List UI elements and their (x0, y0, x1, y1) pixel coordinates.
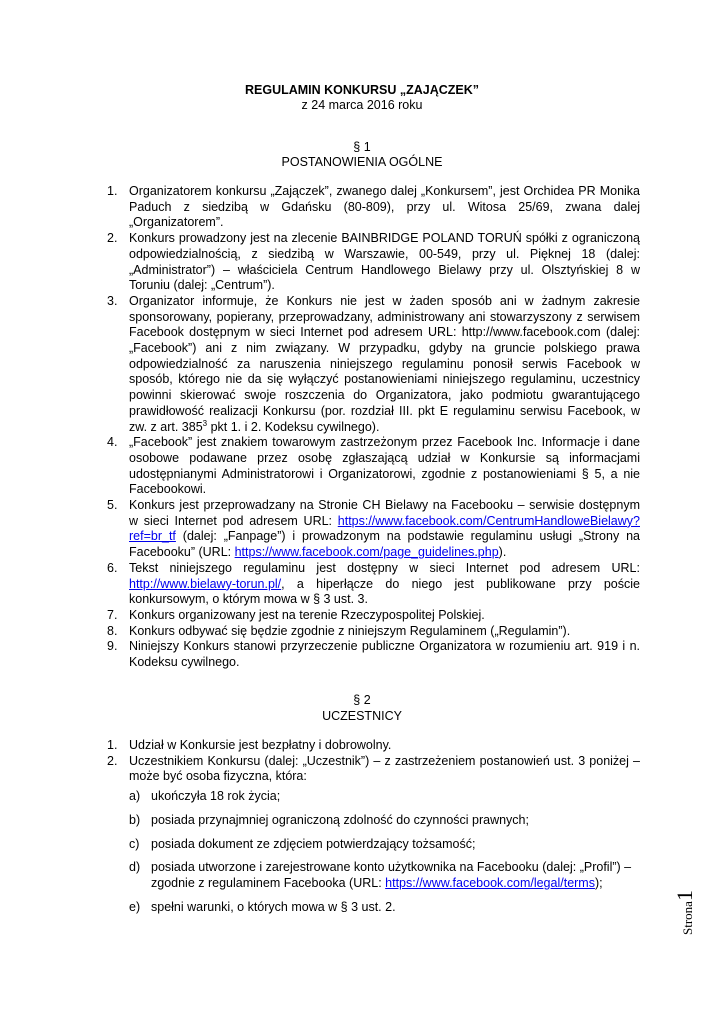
item-number: 1. (107, 738, 118, 752)
item-text: , a hiperłącze do niego jest publikowane przy poście konkursowym, o którym mowa w § 3 ust. 3. (129, 576, 640, 607)
sublist-item (129, 900, 640, 916)
item-number: 1. (107, 184, 118, 198)
list-item (100, 738, 640, 754)
subitem-text: posiada przynajmniej ograniczoną zdolność do czynności prawnych; (151, 812, 529, 827)
item-text: Konkurs jest przeprowadzany na Stronie CH Bielawy na Facebooku – serwisie dostępnym w sieci Internet pod adresem URL: (129, 498, 640, 528)
subitem-letter: e) (129, 899, 141, 914)
sublist-item (129, 789, 640, 805)
item-text: Konkurs prowadzony jest na zlecenie BAINBRIDGE POLAND TORUŃ spółki z ograniczoną odpowiedzialnością, z siedzibą w Warszawie, 00-549, przy ul. Pięknej 18 (dalej: „Administrator”) – właściciela Centrum Handlowego Bielawy przy ul. Olsztyńskiej 8 w Toruniu (dalej: „Centrum”). (129, 231, 640, 293)
item-text: (dalej: „Fanpage”) i prowadzonym na podstawie regulaminu usługi „Strony na Facebooku” (URL: (129, 529, 640, 560)
item-text: Uczestnikiem Konkursu (dalej: „Uczestnik”) – z zastrzeżeniem postanowień ust. 3 poniżej – może być osoba fizyczna, która: (129, 753, 640, 784)
page-guidelines-link[interactable]: https://www.facebook.com/page_guidelines.php (234, 545, 499, 560)
sublist-item (129, 860, 640, 891)
item-number: 2. (107, 231, 118, 246)
item-text: Konkurs organizowany jest na terenie Rzeczypospolitej Polskiej. (129, 607, 485, 622)
subitem-letter: d) (129, 860, 141, 875)
item-number: 9. (107, 639, 118, 654)
subitem-letter: a) (129, 789, 141, 804)
subitem-text: ukończyła 18 rok życia; (151, 789, 281, 804)
subitem-text: posiada dokument ze zdjęciem potwierdzający tożsamość; (151, 836, 476, 851)
section2-sublist (129, 789, 640, 915)
page-footer (672, 890, 698, 935)
item-text: ). (498, 545, 507, 560)
subitem-text: posiada utworzone i zarejestrowane konto użytkownika na Facebooku (dalej: „Profil”) – zgodnie z regulaminem Facebooka (URL: (151, 860, 632, 890)
item-number: 8. (107, 623, 118, 638)
item-number: 3. (107, 293, 118, 308)
item-text: Konkurs odbywać się będzie zgodnie z niniejszym Regulaminem („Regulamin”). (129, 623, 571, 638)
item-text: Organizator informuje, że Konkurs nie jest w żaden sposób ani w żadnym zakresie sponsorowany, popierany, przeprowadzany, administrowany ani stowarzyszony z serwisem Facebook dostępnym w sieci Internet pod adresem URL: http://www.facebook.com (dalej: „Facebook”) ani z nim związany. W przypadku, gdyby na gruncie polskiego prawa odpowiedzialność za naruszenia niniejszego regulaminu ponosił serwis Facebook w sposób, którego nie da się wyłączyć postanowieniami niniejszego regulaminu, uczestnicy powinni skierować swoje roszczenia do Organizatora, jako podmiotu gwarantującego prawidłowość realizacji Konkursu (por. rozdział III. pkt E regulaminu serwisu Facebook, w zw. z art. 385 (129, 293, 640, 434)
item-number: 5. (107, 498, 118, 513)
facebook-terms-link[interactable]: https://www.facebook.com/legal/terms (385, 875, 595, 890)
item-text: Niniejszy Konkurs stanowi przyrzeczenie publiczne Organizatora w rozumieniu art. 919 i n. Kodeksu cywilnego. (129, 639, 640, 670)
item-number: 6. (107, 560, 118, 575)
subitem-letter: b) (129, 812, 141, 827)
section2-title: UCZESTNICY (322, 709, 402, 723)
superscript: 3 (202, 418, 208, 428)
list-item (100, 561, 640, 608)
section2-number: § 2 (353, 693, 371, 707)
section1-number: § 1 (353, 140, 371, 154)
list-item (100, 294, 640, 435)
section2-list (100, 738, 640, 923)
item-number: 2. (107, 753, 118, 768)
page-label: Strona (680, 901, 695, 935)
item-text: Udział w Konkursie jest bezpłatny i dobrowolny. (129, 738, 392, 752)
item-text: „Facebook” jest znakiem towarowym zastrzeżonym przez Facebook Inc. Informacje i dane osobowe podawane przez osobę zgłaszającą udział w Konkursie są informacjami udostępnianymi Administratorowi i Organizatorowi, zgodnie z postanowieniami § 5, a nie Facebookowi. (129, 435, 640, 497)
document-date: z 24 marca 2016 roku (301, 98, 423, 112)
list-item (100, 231, 640, 294)
item-text: Organizatorem konkursu „Zajączek”, zwanego dalej „Konkursem”, jest Orchidea PR Monika Paduch z siedzibą w Gdańsku (80-809), przy ul. Witosa 25/69, zwana dalej „Organizatorem”. (129, 184, 640, 230)
section1-title: POSTANOWIENIA OGÓLNE (281, 155, 443, 169)
page-number: 1 (672, 890, 697, 902)
bielawy-website-link[interactable]: http://www.bielawy-torun.pl/ (129, 576, 282, 591)
subitem-text: ); (594, 875, 603, 890)
list-item (100, 435, 640, 498)
sublist-item (129, 837, 640, 853)
item-text: Tekst niniejszego regulaminu jest dostępny w sieci Internet pod adresem URL: (129, 560, 640, 575)
subitem-text: spełni warunki, o których mowa w § 3 ust. 2. (151, 899, 396, 914)
sublist-item (129, 813, 640, 829)
list-item (100, 624, 640, 640)
item-text: pkt 1. i 2. Kodeksu cywilnego). (207, 419, 380, 434)
list-item (100, 608, 640, 624)
document-title: REGULAMIN KONKURSU „ZAJĄCZEK” (244, 83, 480, 97)
list-item (100, 184, 640, 231)
list-item (100, 754, 640, 916)
section1-list (100, 184, 640, 671)
subitem-letter: c) (129, 836, 140, 851)
item-number: 4. (107, 435, 118, 450)
list-item (100, 498, 640, 561)
item-number: 7. (107, 607, 118, 622)
fanpage-link[interactable]: https://www.facebook.com/CentrumHandloweBielawy?ref=br_tf (129, 513, 640, 544)
list-item (100, 639, 640, 670)
